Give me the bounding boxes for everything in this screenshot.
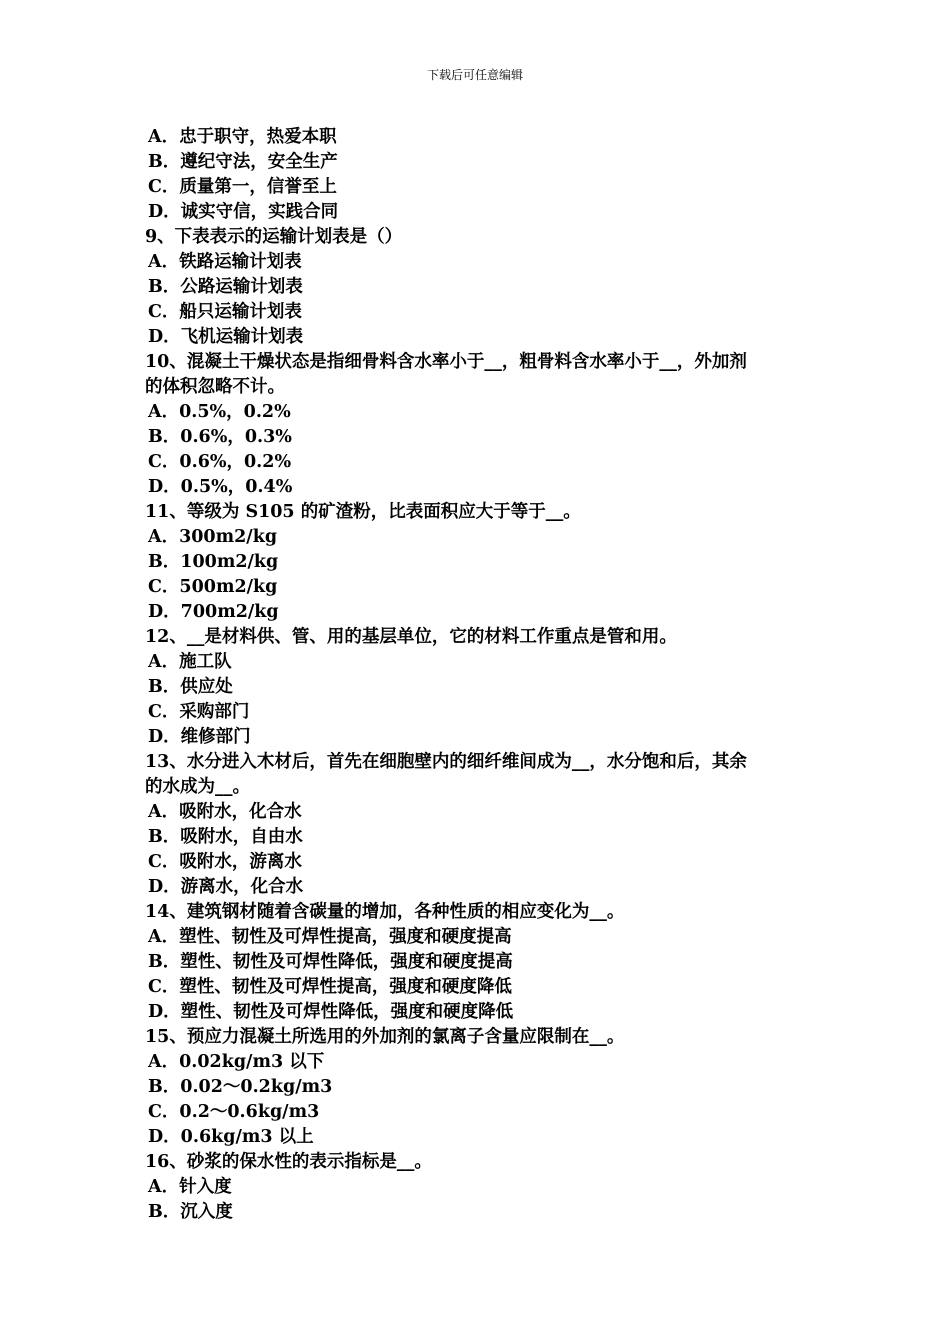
answer-option: C．塑性、韧性及可焊性提高，强度和硬度降低 <box>148 977 512 997</box>
answer-option: C．500m2/kg <box>148 577 278 597</box>
answer-option: A．300m2/kg <box>148 527 278 547</box>
answer-option: D．飞机运输计划表 <box>148 327 304 347</box>
question-text: 12、__是材料供、管、用的基层单位，它的材料工作重点是管和用。 <box>145 627 677 647</box>
answer-option: C．船只运输计划表 <box>148 302 302 322</box>
answer-option: D．0.5%，0.4% <box>148 477 293 497</box>
answer-option: C．质量第一，信誉至上 <box>148 177 337 197</box>
page-header: 下载后可任意编辑 <box>426 68 523 82</box>
answer-option: B．公路运输计划表 <box>148 277 303 297</box>
answer-option: A．塑性、韧性及可焊性提高，强度和硬度提高 <box>148 927 512 947</box>
answer-option: D．维修部门 <box>148 727 251 747</box>
answer-option: B．100m2/kg <box>148 552 279 572</box>
question-text: 10、混凝土干燥状态是指细骨料含水率小于__，粗骨料含水率小于__，外加剂 <box>145 352 747 372</box>
question-list <box>145 125 815 1225</box>
question-text: 11、等级为 S105 的矿渣粉，比表面积应大于等于__。 <box>145 502 581 522</box>
answer-option: D．诚实守信，实践合同 <box>148 202 339 222</box>
answer-option: D．游离水，化合水 <box>148 877 304 897</box>
answer-option: B．塑性、韧性及可焊性降低，强度和硬度提高 <box>148 952 513 972</box>
answer-option: A．0.5%，0.2% <box>148 402 291 422</box>
answer-option: D．塑性、韧性及可焊性降低，强度和硬度降低 <box>148 1002 514 1022</box>
question-text: 15、预应力混凝土所选用的外加剂的氯离子含量应限制在__。 <box>145 1027 625 1047</box>
answer-option: B．0.02～0.2kg/m3 <box>148 1077 333 1097</box>
answer-option: D．700m2/kg <box>148 602 279 622</box>
answer-option: B．吸附水，自由水 <box>148 827 303 847</box>
question-text: 13、水分进入木材后，首先在细胞壁内的细纤维间成为__，水分饱和后，其余 <box>145 752 747 772</box>
answer-option: A．0.02kg/m3 以下 <box>148 1052 325 1072</box>
question-text: 9、下表表示的运输计划表是（） <box>145 227 403 247</box>
answer-option: B．0.6%，0.3% <box>148 427 292 447</box>
answer-option: B．沉入度 <box>148 1202 233 1222</box>
question-text: 的水成为__。 <box>145 777 250 797</box>
answer-option: A．忠于职守，热爱本职 <box>148 127 337 147</box>
answer-option: A．吸附水，化合水 <box>148 802 302 822</box>
answer-option: C．采购部门 <box>148 702 250 722</box>
answer-option: D．0.6kg/m3 以上 <box>148 1127 314 1147</box>
answer-option: B．遵纪守法，安全生产 <box>148 152 338 172</box>
answer-option: B．供应处 <box>148 677 233 697</box>
question-text: 的体积忽略不计。 <box>145 377 285 397</box>
answer-option: C．0.6%，0.2% <box>148 452 292 472</box>
answer-option: A．铁路运输计划表 <box>148 252 302 272</box>
answer-option: C．0.2～0.6kg/m3 <box>148 1102 320 1122</box>
answer-option: C．吸附水，游离水 <box>148 852 302 872</box>
question-text: 16、砂浆的保水性的表示指标是__。 <box>145 1152 432 1172</box>
answer-option: A．针入度 <box>148 1177 232 1197</box>
answer-option: A．施工队 <box>148 652 232 672</box>
question-text: 14、建筑钢材随着含碳量的增加，各种性质的相应变化为__。 <box>145 902 625 922</box>
